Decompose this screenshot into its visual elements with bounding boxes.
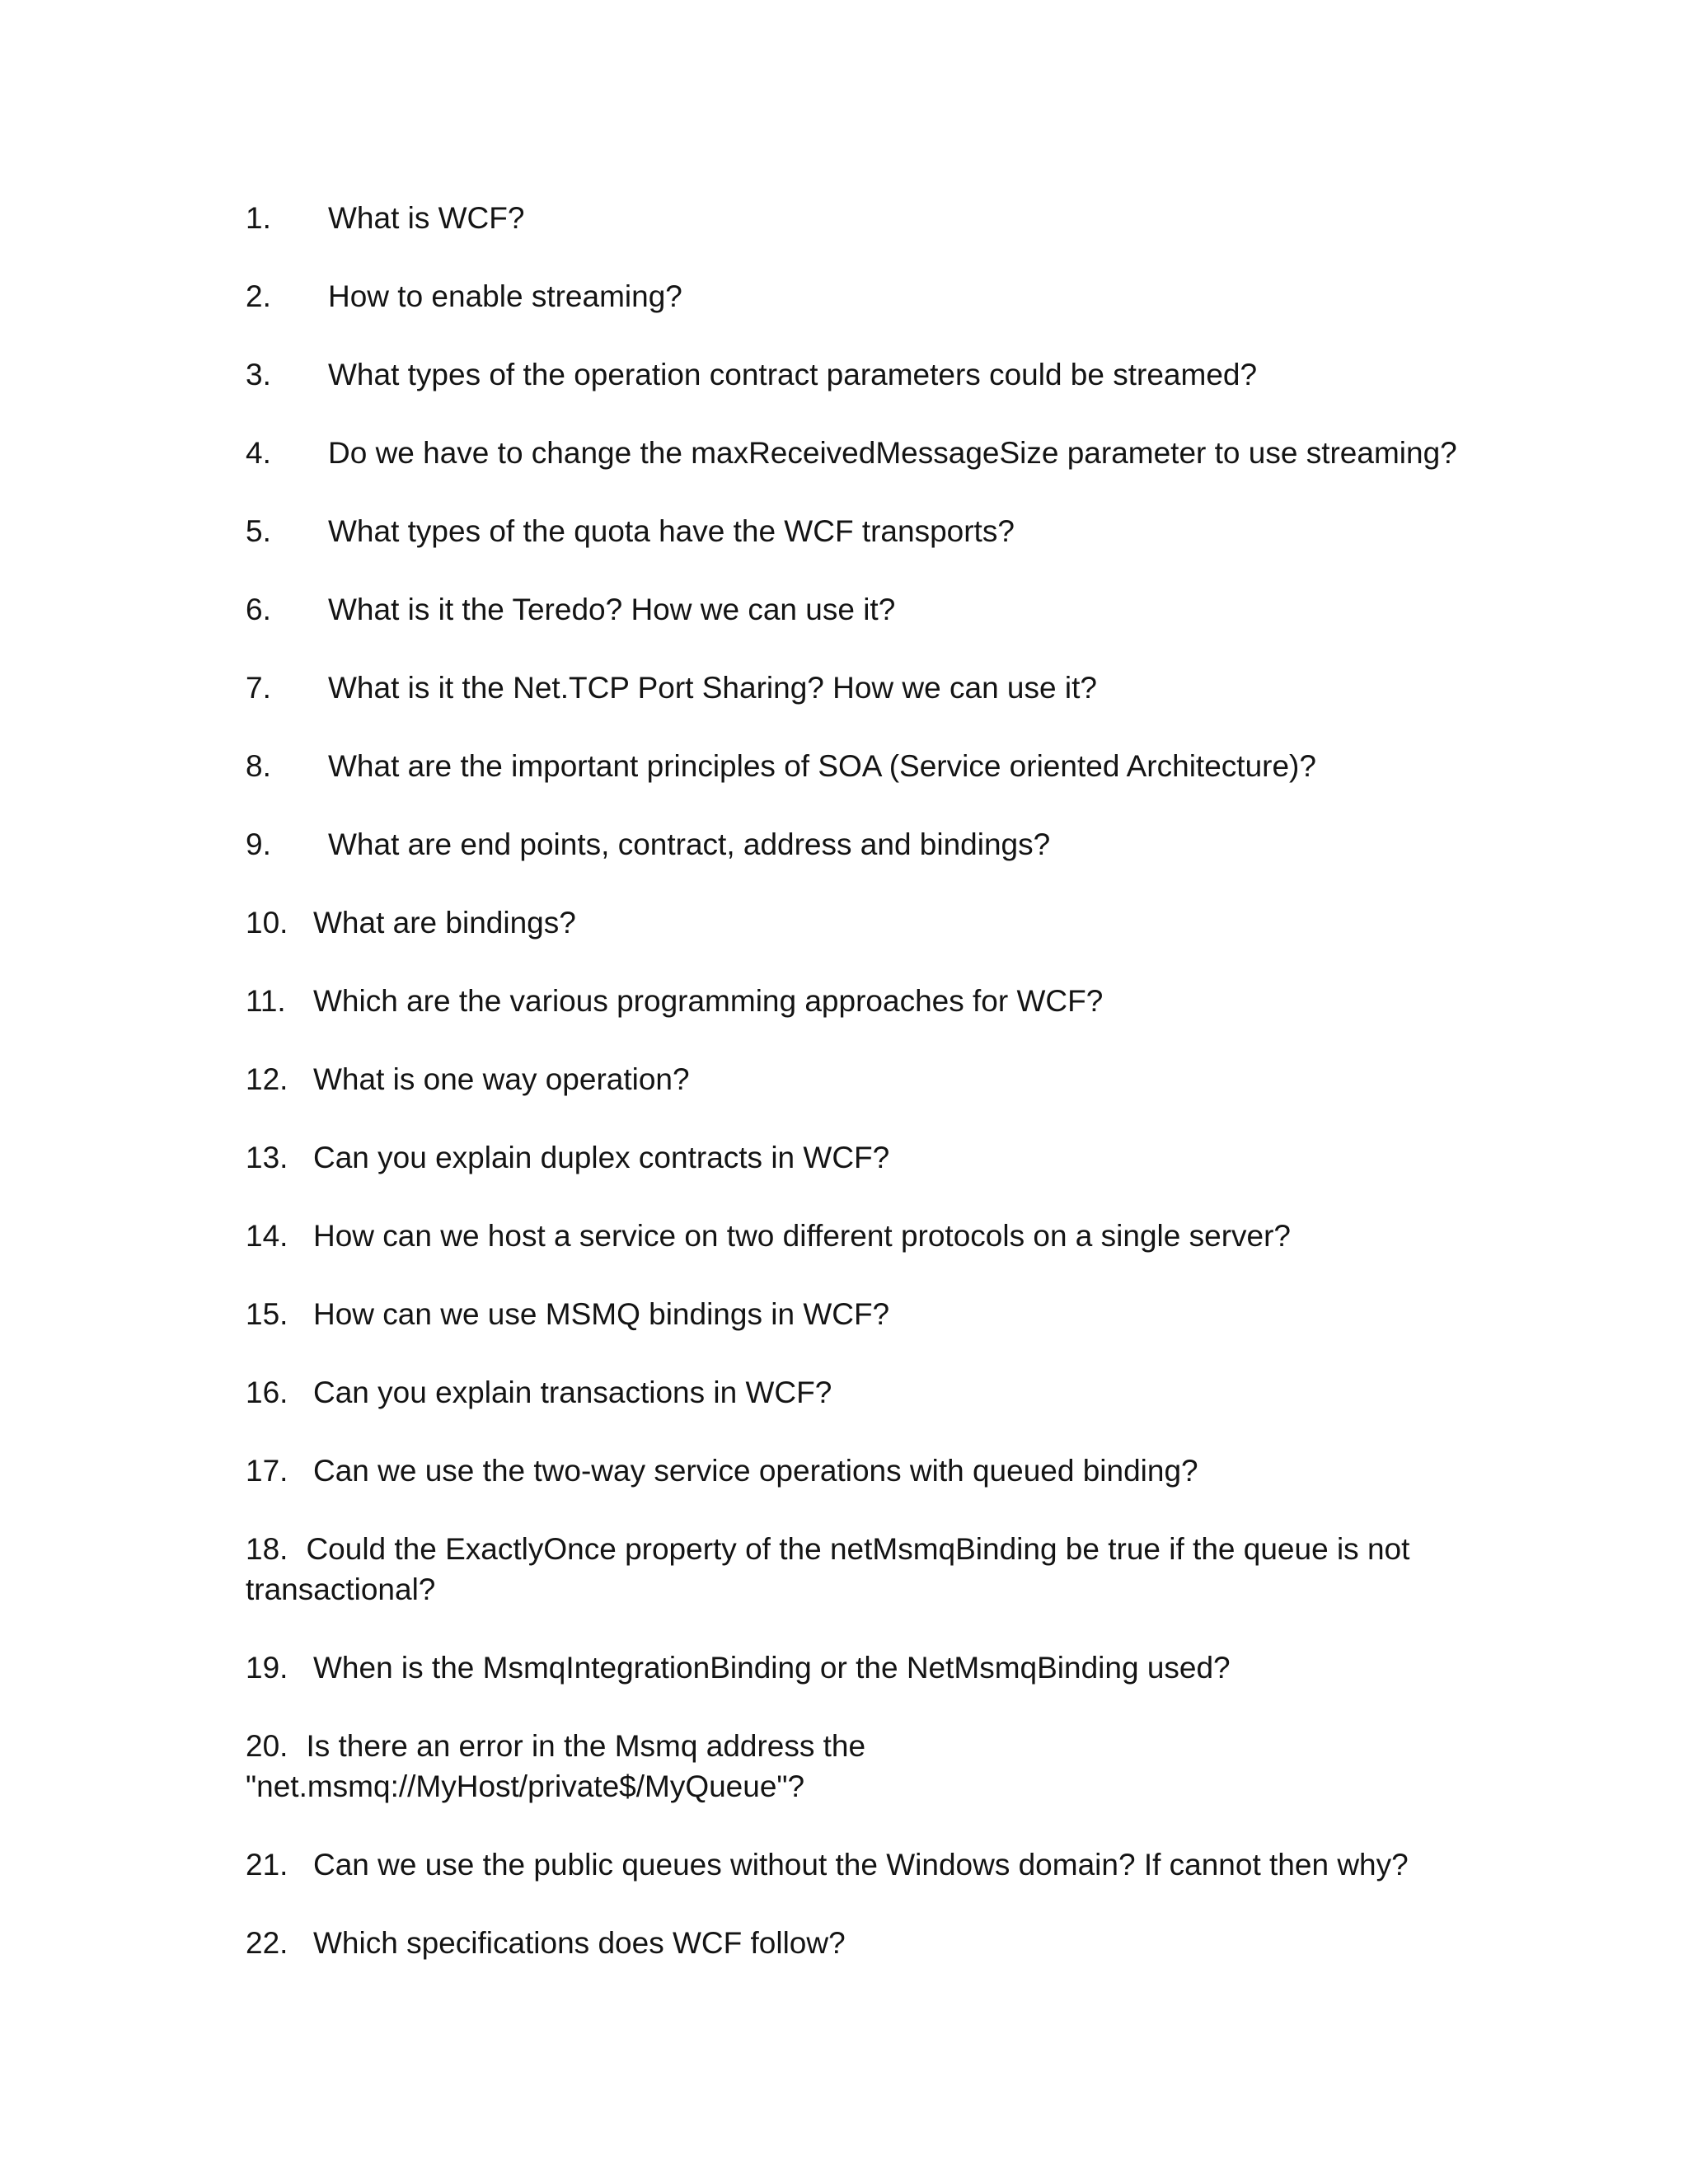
list-item <box>246 902 1449 943</box>
item-text: How can we host a service on two different protocols on a single server? <box>313 1219 1291 1253</box>
item-text: Can we use the public queues without the Windows domain? If cannot then why? <box>313 1848 1409 1882</box>
item-text: What types of the operation contract parameters could be streamed? <box>328 358 1258 391</box>
item-text: Which are the various programming approaches for WCF? <box>313 984 1104 1018</box>
item-text: What types of the quota have the WCF transports? <box>328 514 1015 548</box>
item-number: 17. <box>246 1454 288 1488</box>
item-number: 6. <box>246 593 271 626</box>
list-item <box>246 354 1449 395</box>
item-text: Can you explain duplex contracts in WCF? <box>313 1141 890 1174</box>
item-number: 12. <box>246 1062 288 1096</box>
item-number: 18. <box>246 1532 288 1566</box>
item-number: 7. <box>246 671 271 705</box>
item-text: Which specifications does WCF follow? <box>313 1926 846 1960</box>
list-item <box>246 746 1449 786</box>
item-number: 16. <box>246 1376 288 1409</box>
item-number: 11. <box>246 984 286 1018</box>
list-item <box>246 1137 1449 1178</box>
list-item <box>246 824 1449 865</box>
list-item <box>246 1726 1449 1807</box>
item-text: Is there an error in the Msmq address the <box>306 1729 866 1763</box>
list-item <box>246 1647 1449 1688</box>
list-item <box>246 1529 1449 1610</box>
item-text: Do we have to change the maxReceivedMessageSize parameter to use streaming? <box>328 436 1457 470</box>
item-number: 3. <box>246 358 271 391</box>
list-item <box>246 981 1449 1021</box>
item-text: What is it the Teredo? How we can use it? <box>328 593 896 626</box>
list-item <box>246 589 1449 630</box>
item-number: 9. <box>246 827 271 861</box>
question-list <box>246 198 1457 2001</box>
list-item <box>246 433 1457 473</box>
item-number: 1. <box>246 201 271 235</box>
item-number: 4. <box>246 436 271 470</box>
item-number: 2. <box>246 279 271 313</box>
item-text: Can you explain transactions in WCF? <box>313 1376 832 1409</box>
item-number: 22. <box>246 1926 288 1960</box>
list-item <box>246 1923 1449 1963</box>
list-item <box>246 511 1449 551</box>
item-number: 5. <box>246 514 271 548</box>
item-number: 20. <box>246 1729 288 1763</box>
item-number: 8. <box>246 749 271 783</box>
item-text: When is the MsmqIntegrationBinding or the NetMsmqBinding used? <box>313 1651 1231 1685</box>
item-text: Can we use the two-way service operations with queued binding? <box>313 1454 1198 1488</box>
list-item <box>246 276 1449 316</box>
item-text: What are the important principles of SOA (Service oriented Architecture)? <box>328 749 1316 783</box>
item-text: Could the ExactlyOnce property of the netMsmqBinding be true if the queue is not transactional? <box>246 1532 1410 1606</box>
item-text: How to enable streaming? <box>328 279 682 313</box>
list-item <box>246 1451 1449 1491</box>
item-text: What are end points, contract, address and bindings? <box>328 827 1051 861</box>
item-text: What are bindings? <box>313 906 576 940</box>
list-item <box>246 668 1449 708</box>
list-item <box>246 1294 1449 1334</box>
item-text: What is it the Net.TCP Port Sharing? How we can use it? <box>328 671 1097 705</box>
item-number: 15. <box>246 1297 288 1331</box>
list-item <box>246 1059 1449 1099</box>
list-item <box>246 198 1449 238</box>
item-number: 14. <box>246 1219 288 1253</box>
list-item <box>246 1372 1449 1413</box>
item-text-continued: "net.msmq://MyHost/private$/MyQueue"? <box>246 1769 805 1803</box>
item-text: What is WCF? <box>328 201 525 235</box>
item-number: 19. <box>246 1651 288 1685</box>
item-number: 10. <box>246 906 288 940</box>
list-item <box>246 1844 1449 1885</box>
item-text: What is one way operation? <box>313 1062 690 1096</box>
item-number: 21. <box>246 1848 288 1882</box>
item-number: 13. <box>246 1141 288 1174</box>
item-text: How can we use MSMQ bindings in WCF? <box>313 1297 890 1331</box>
list-item <box>246 1216 1449 1256</box>
